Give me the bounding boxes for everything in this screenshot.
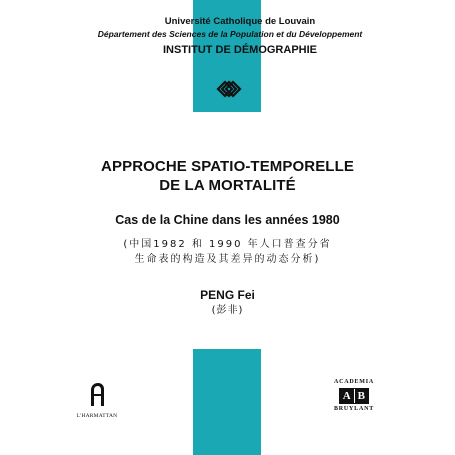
department-name: Département des Sciences de la Population et du Développement bbox=[97, 29, 363, 39]
academia-label: ACADEMIA bbox=[333, 379, 375, 385]
book-title bbox=[0, 157, 455, 195]
harmattan-publisher-logo bbox=[74, 380, 120, 420]
book-title-line-1: APPROCHE SPATIO-TEMPORELLE bbox=[101, 158, 354, 175]
academia-b-letter: B bbox=[354, 389, 369, 403]
academia-bruylant-logo bbox=[324, 378, 384, 414]
author-chinese-name: (彭非) bbox=[211, 305, 244, 316]
harmattan-figure-logo-icon bbox=[85, 380, 109, 408]
academia-ab-mark bbox=[339, 388, 369, 404]
interlocking-diamond-logo-icon bbox=[214, 74, 244, 104]
book-subtitle: Cas de la Chine dans les années 1980 bbox=[115, 213, 340, 227]
chinese-subtitle-line-2: 生命表的构造及其差异的动态分析) bbox=[134, 254, 321, 265]
book-title-line-2: DE LA MORTALITÉ bbox=[159, 177, 296, 194]
chinese-subtitle-line-1: (中国1982 和 1990 年人口普查分省 bbox=[123, 239, 332, 250]
institute-name: INSTITUT DE DÉMOGRAPHIE bbox=[162, 44, 317, 56]
academia-a-letter: A bbox=[340, 389, 354, 403]
bruylant-label: BRUYLANT bbox=[333, 406, 375, 412]
teal-band-bottom bbox=[193, 349, 261, 455]
author-name: PENG Fei bbox=[200, 288, 255, 302]
publisher-header bbox=[97, 16, 370, 58]
university-name: Université Catholique de Louvain bbox=[164, 16, 316, 27]
chinese-subtitle bbox=[0, 237, 455, 267]
harmattan-name: L'HARMATTAN bbox=[76, 413, 118, 419]
